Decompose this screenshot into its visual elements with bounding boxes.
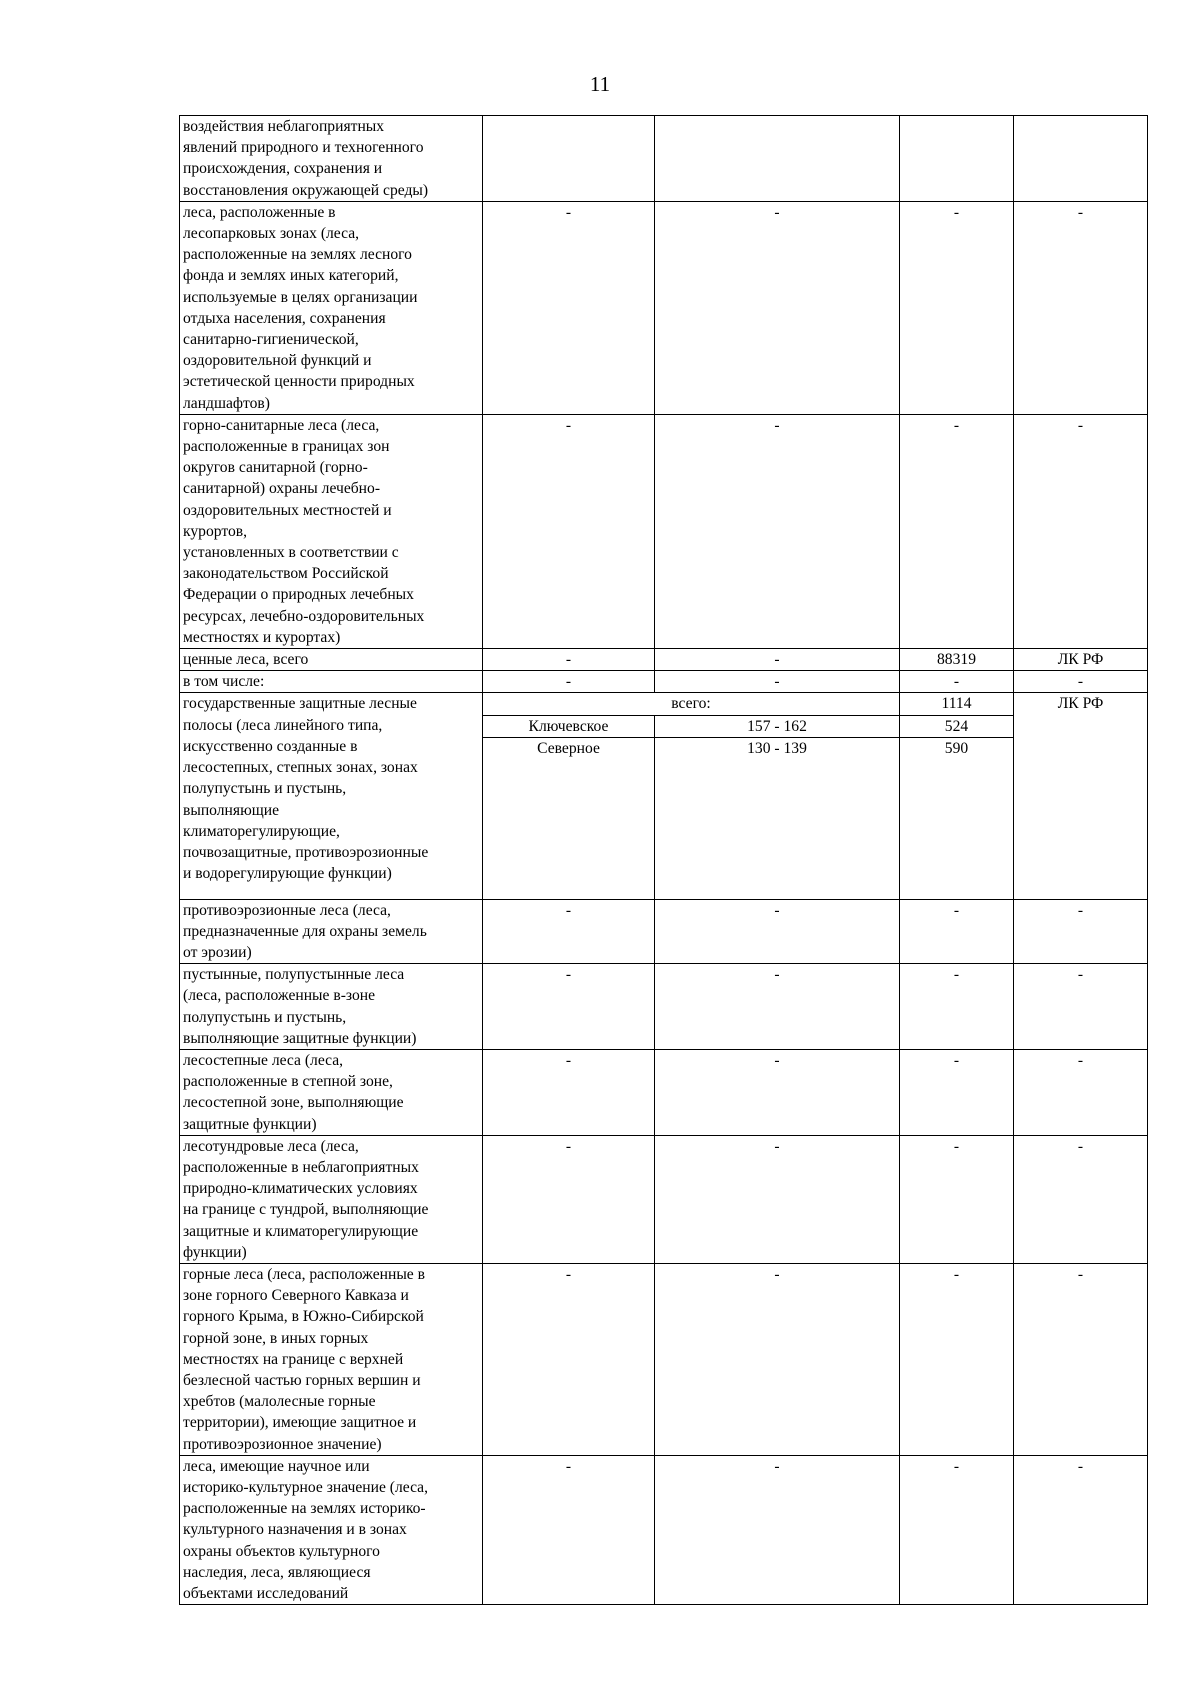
sub-name-cell: Ключевское	[483, 715, 655, 737]
category-cell: горно-санитарные леса (леса, расположенные в границах зон округов санитарной (горно- санитарной) охраны лечебно- оздоровительных местностей и курортов, установленных в соответствии с законодательством Российской Федерации о природных лечебных ресурсах, лечебно-оздоровительных местностях и курортах)	[180, 414, 483, 648]
sub-name-cell: Северное	[483, 737, 655, 759]
table-cell: -	[483, 201, 655, 414]
category-cell: лесостепные леса (леса, расположенные в степной зоне, лесостепной зоне, выполняющие защитные функции)	[180, 1050, 483, 1136]
table-cell: -	[655, 964, 900, 1050]
category-cell: лесотундровые леса (леса, расположенные в неблагоприятных природно-климатических условиях на границе с тундрой, выполняющие защитные и климаторегулирующие функции)	[180, 1135, 483, 1263]
table-cell: -	[655, 201, 900, 414]
table-row	[180, 1455, 1148, 1604]
table-cell: -	[483, 1050, 655, 1136]
table-cell: -	[483, 649, 655, 671]
table-cell: -	[655, 414, 900, 648]
table-cell: -	[900, 1135, 1014, 1263]
table-cell: -	[483, 414, 655, 648]
table-cell: -	[1014, 414, 1148, 648]
table-cell: -	[900, 964, 1014, 1050]
table-cell: -	[1014, 964, 1148, 1050]
table-cell: -	[483, 671, 655, 693]
table-cell: -	[483, 1264, 655, 1456]
table-cell: -	[900, 201, 1014, 414]
page-number: 11	[589, 72, 611, 96]
table-row	[180, 1264, 1148, 1456]
total-value-cell: 1114	[900, 693, 1014, 715]
table-cell: -	[655, 671, 900, 693]
table-cell	[483, 116, 655, 202]
category-cell: противоэрозионные леса (леса, предназначенные для охраны земель от эрозии)	[180, 899, 483, 964]
table-cell: -	[483, 1455, 655, 1604]
table-cell: -	[1014, 899, 1148, 964]
table-row	[180, 201, 1148, 414]
table-cell: -	[900, 1264, 1014, 1456]
table-cell	[655, 116, 900, 202]
table-cell	[900, 116, 1014, 202]
category-cell: государственные защитные лесные полосы (леса линейного типа, искусственно созданные в лесостепных, степных зонах, зонах полупустынь и пустынь, выполняющие климаторегулирующие, почвозащитные, противоэрозионные и водорегулирующие функции)	[180, 693, 483, 899]
table-cell: -	[655, 1135, 900, 1263]
table-cell: -	[483, 899, 655, 964]
table-cell: -	[655, 899, 900, 964]
table-cell: -	[483, 1135, 655, 1263]
table-row	[180, 1050, 1148, 1136]
table-cell: -	[655, 1455, 900, 1604]
table-cell: ЛК РФ	[1014, 649, 1148, 671]
category-cell: в том числе:	[180, 671, 483, 693]
table-cell: -	[483, 964, 655, 1050]
table-row	[180, 649, 1148, 671]
category-cell: пустынные, полупустынные леса (леса, расположенные в-зоне полупустынь и пустынь, выполняющие защитные функции)	[180, 964, 483, 1050]
table-cell: -	[1014, 1135, 1148, 1263]
table-cell: -	[1014, 1264, 1148, 1456]
table-cell: -	[900, 1050, 1014, 1136]
table-cell: -	[900, 671, 1014, 693]
table-cell: -	[655, 1264, 900, 1456]
table-row	[180, 671, 1148, 693]
table-cell: 88319	[900, 649, 1014, 671]
table-cell: -	[1014, 671, 1148, 693]
sub-range-cell: 130 - 139	[655, 737, 900, 759]
table-cell	[1014, 116, 1148, 202]
table-cell	[655, 759, 900, 899]
table-cell: -	[1014, 201, 1148, 414]
category-cell: горные леса (леса, расположенные в зоне горного Северного Кавказа и горного Крыма, в Южно-Сибирской горной зоне, в иных горных местностях на границе с верхней безлесной частью горных вершин и хребтов (малолесные горные территории), имеющие защитное и противоэрозионное значение)	[180, 1264, 483, 1456]
basis-cell: ЛК РФ	[1014, 693, 1148, 899]
total-label-cell: всего:	[483, 693, 900, 715]
table-row	[180, 414, 1148, 648]
table-cell: -	[1014, 1455, 1148, 1604]
table-row	[180, 1135, 1148, 1263]
sub-area-cell: 524	[900, 715, 1014, 737]
table-cell	[483, 759, 655, 899]
sub-area-cell: 590	[900, 737, 1014, 759]
table-cell: -	[900, 414, 1014, 648]
table-cell	[900, 759, 1014, 899]
table-row	[180, 899, 1148, 964]
table-cell: -	[655, 1050, 900, 1136]
category-cell: леса, расположенные в лесопарковых зонах (леса, расположенные на землях лесного фонда и землях иных категорий, используемые в целях организации отдыха населения, сохранения санитарно-гигиенической, оздоровительной функций и эстетической ценности природных ландшафтов)	[180, 201, 483, 414]
table-cell: -	[900, 899, 1014, 964]
table-cell: -	[655, 649, 900, 671]
category-cell: леса, имеющие научное или историко-культурное значение (леса, расположенные на землях историко- культурного назначения и в зонах охраны объектов культурного наследия, леса, являющиеся объектами исследований	[180, 1455, 483, 1604]
sub-range-cell: 157 - 162	[655, 715, 900, 737]
table-cell: -	[900, 1455, 1014, 1604]
table-cell: -	[1014, 1050, 1148, 1136]
category-cell: воздействия неблагоприятных явлений природного и техногенного происхождения, сохранения и восстановления окружающей среды)	[180, 116, 483, 202]
table-row	[180, 964, 1148, 1050]
table-row	[180, 116, 1148, 202]
category-cell: ценные леса, всего	[180, 649, 483, 671]
table-row	[180, 693, 1148, 715]
forest-category-table	[179, 115, 1148, 1605]
